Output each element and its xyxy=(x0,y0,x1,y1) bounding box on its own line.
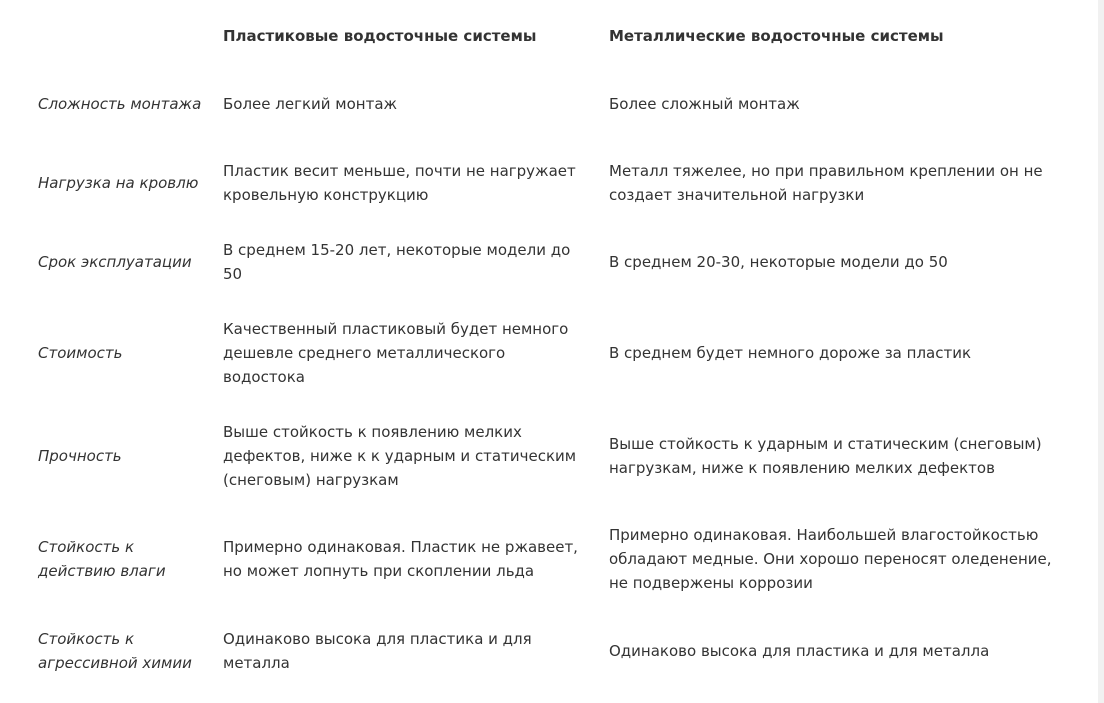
row-plastic-value: Качественный пластиковый будет немного дешевле среднего металлического водостока xyxy=(223,320,569,386)
row-metal-value: В среднем будет немного дороже за пластик xyxy=(609,344,972,362)
table-row xyxy=(27,412,1077,500)
row-plastic-value: Одинаково высока для пластика и для металла xyxy=(223,630,532,672)
page-scrollbar-track[interactable] xyxy=(1098,0,1104,703)
row-criterion: Стойкость к агрессивной химии xyxy=(38,630,192,672)
table-row xyxy=(27,230,1077,294)
row-plastic-value: В среднем 15-20 лет, некоторые модели до 50 xyxy=(223,241,571,283)
row-criterion: Стоимость xyxy=(38,344,123,362)
table-row xyxy=(27,72,1077,136)
row-plastic-value: Выше стойкость к появлению мелких дефектов, ниже к к ударным и статическим (снеговым) нагрузкам xyxy=(223,423,577,489)
row-metal-value: Выше стойкость к ударным и статическим (снеговым) нагрузкам, ниже к появлению мелких дефектов xyxy=(609,435,1042,477)
row-plastic-value: Более легкий монтаж xyxy=(223,95,398,113)
header-metal: Металлические водосточные системы xyxy=(609,27,944,45)
table-header-row xyxy=(27,0,1077,72)
header-criterion xyxy=(27,0,212,72)
row-plastic-value: Примерно одинаковая. Пластик не ржавеет, но может лопнуть при скоплении льда xyxy=(223,538,578,580)
row-metal-value: Одинаково высока для пластика и для металла xyxy=(609,642,990,660)
row-criterion: Срок эксплуатации xyxy=(38,253,192,271)
row-criterion: Стойкость к действию влаги xyxy=(38,538,166,580)
header-plastic: Пластиковые водосточные системы xyxy=(223,27,537,45)
comparison-table xyxy=(27,0,1077,684)
row-metal-value: В среднем 20-30, некоторые модели до 50 xyxy=(609,253,948,271)
table-row xyxy=(27,500,1077,618)
row-metal-value: Металл тяжелее, но при правильном креплении он не создает значительной нагрузки xyxy=(609,162,1043,204)
row-metal-value: Примерно одинаковая. Наибольшей влагостойкостью обладают медные. Они хорошо переносят оледенение, не подвержены коррозии xyxy=(609,526,1052,592)
row-criterion: Нагрузка на кровлю xyxy=(38,174,199,192)
row-criterion: Сложность монтажа xyxy=(38,95,202,113)
row-metal-value: Более сложный монтаж xyxy=(609,95,800,113)
table-row xyxy=(27,294,1077,412)
table-row xyxy=(27,618,1077,684)
row-plastic-value: Пластик весит меньше, почти не нагружает кровельную конструкцию xyxy=(223,162,576,204)
row-criterion: Прочность xyxy=(38,447,122,465)
table-row xyxy=(27,136,1077,230)
